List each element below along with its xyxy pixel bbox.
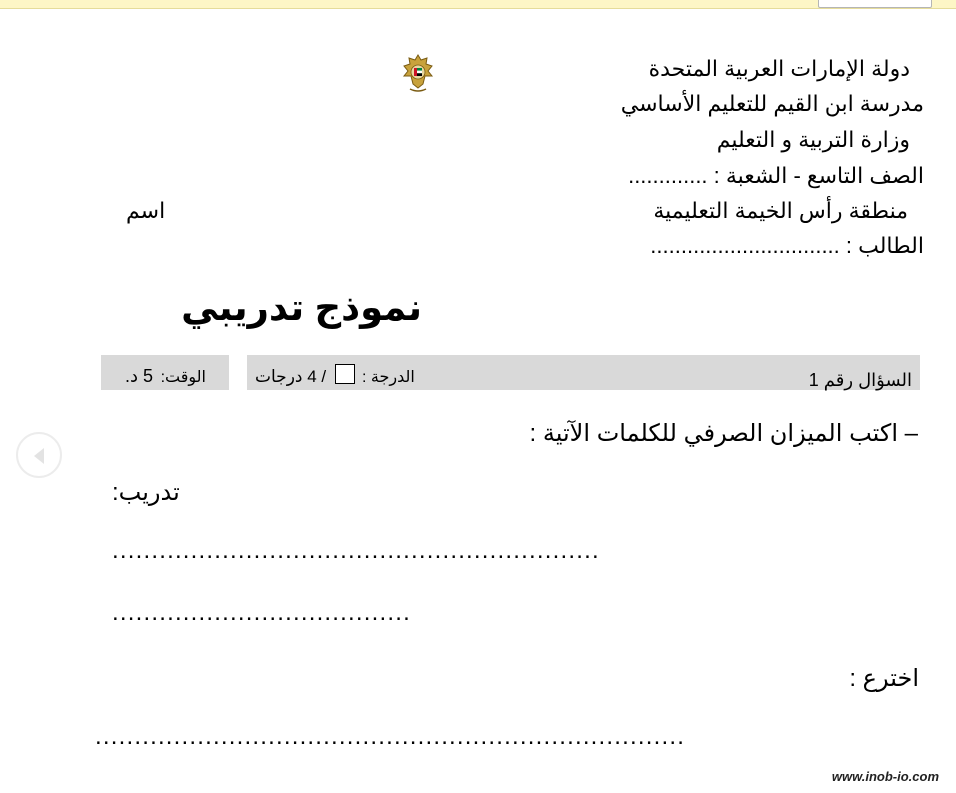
answer-dots-3: ...........................................................................: [95, 723, 686, 750]
time-bar: [101, 355, 229, 390]
uae-emblem-icon: [401, 52, 435, 94]
top-toolbar: [0, 0, 956, 9]
header-student-line: الطالب : ...............................: [650, 233, 924, 258]
header-country: دولة الإمارات العربية المتحدة: [648, 56, 910, 81]
time-value: 5 د.: [125, 366, 154, 386]
word-ikhtara: اخترع :: [849, 665, 919, 692]
header-ministry: وزارة التربية و التعليم: [716, 127, 910, 152]
time-label: الوقت:: [160, 369, 206, 386]
header-region: منطقة رأس الخيمة التعليمية: [653, 198, 908, 223]
word-tadreeb: تدريب:: [112, 479, 180, 506]
answer-dots-1: ..............................................................: [112, 537, 600, 564]
grade-value: / 4 درجات: [255, 367, 327, 386]
previous-page-button[interactable]: [16, 432, 62, 478]
document-title: نموذج تدريبي: [181, 287, 422, 328]
header-grade-line: الصف التاسع - الشعبة : .............: [628, 163, 924, 188]
header-school: مدرسة ابن القيم للتعليم الأساسي: [620, 91, 924, 116]
question-bar: [247, 355, 920, 390]
grade-checkbox[interactable]: [335, 364, 355, 384]
triangle-left-icon: [30, 445, 50, 467]
toolbar-field[interactable]: [818, 0, 932, 8]
grade-label: الدرجة :: [362, 369, 415, 386]
question-instruction: – اكتب الميزان الصرفي للكلمات الآتية :: [529, 420, 918, 447]
header-name-label: اسم: [126, 198, 166, 223]
question-label: السؤال رقم 1: [808, 370, 912, 390]
site-watermark[interactable]: www.inob-io.com: [831, 769, 939, 784]
answer-dots-2: ......................................: [112, 599, 411, 626]
